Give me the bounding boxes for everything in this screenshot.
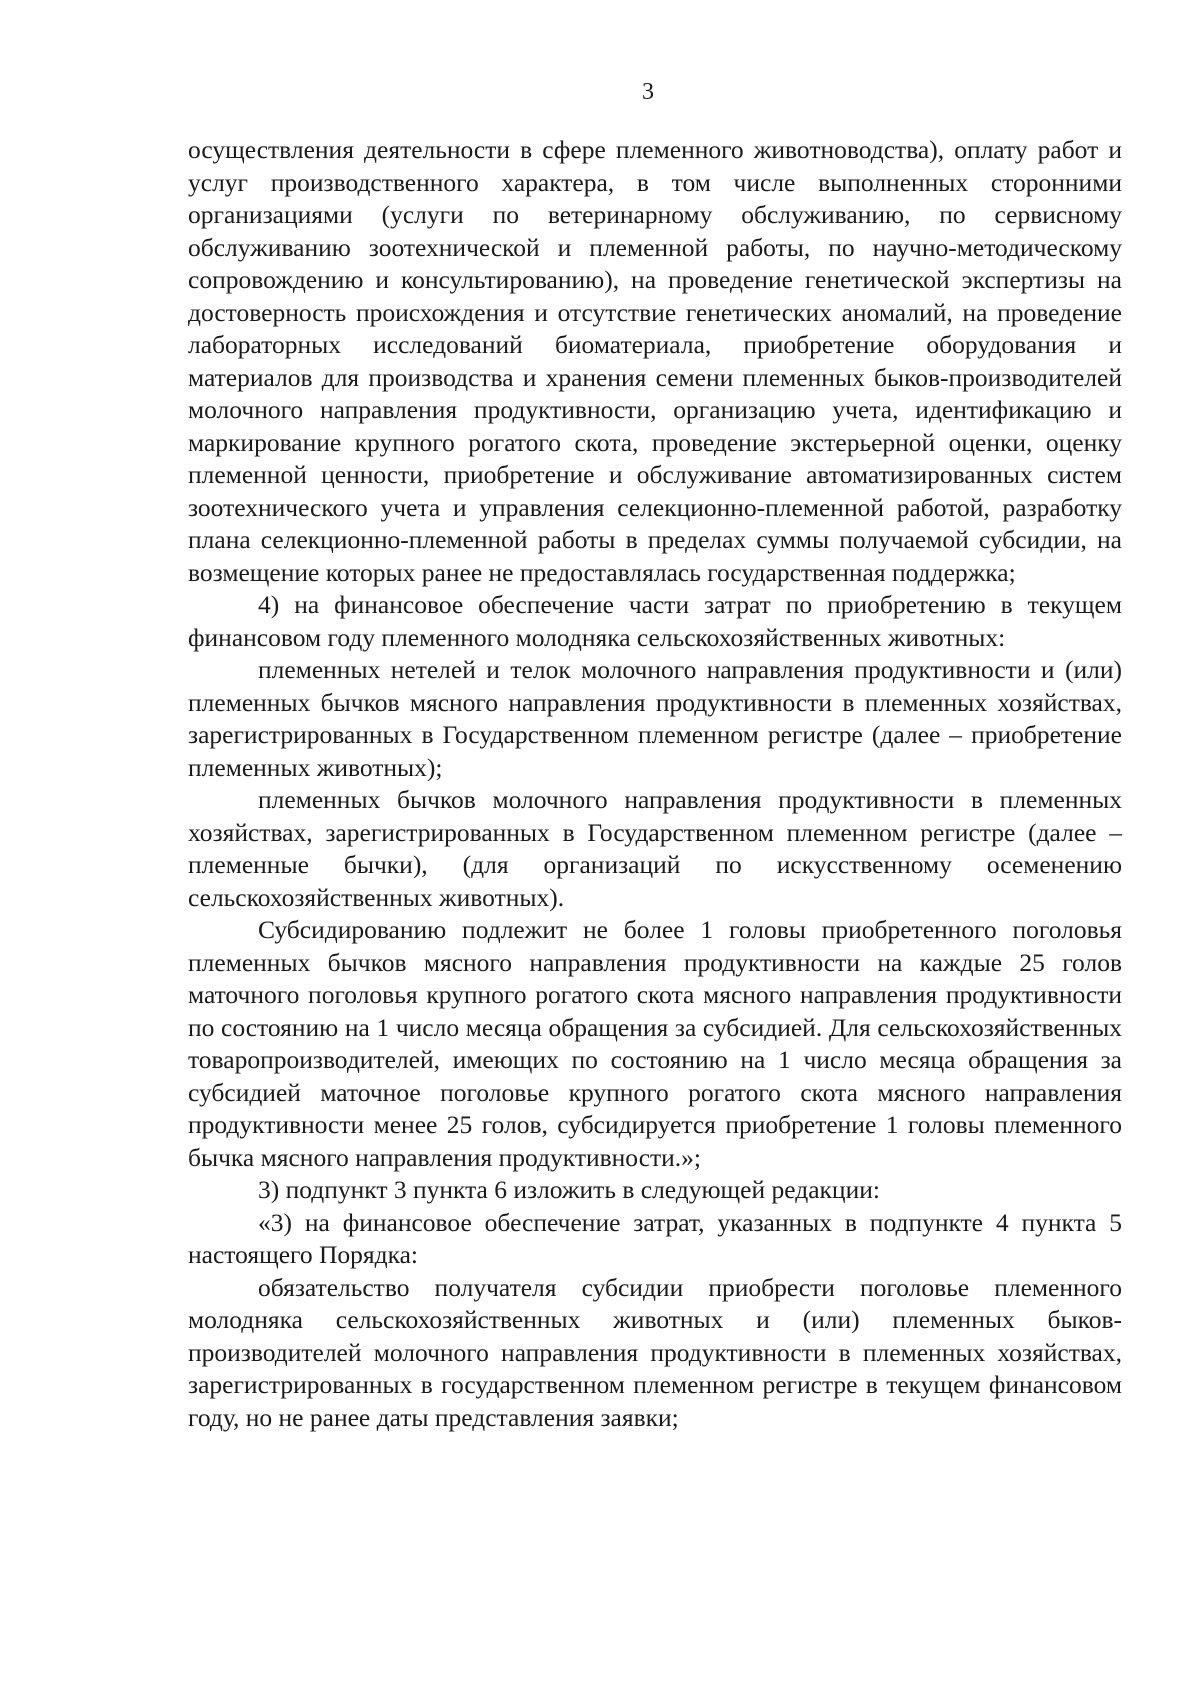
paragraph-subitem-4: 4) на финансовое обеспечение части затрат по приобретению в текущем финансовом году племенного молодняка сельскохозяйственных животных: [188, 590, 1122, 652]
document-body [188, 134, 1122, 1434]
paragraph-recipient-obligation: обязательство получателя субсидии приобрести поголовье племенного молодняка сельскохозяйственных животных и (или) племенных быков-производителей молочного направления продуктивности в племенных хозяйствах, зарегистрированных в государственном племенном регистре в текущем финансовом году, но не ранее даты представления заявки; [188, 1272, 1122, 1432]
paragraph-new-subitem-3: «3) на финансовое обеспечение затрат, указанных в подпункте 4 пункта 5 настоящего Порядка: [188, 1207, 1122, 1269]
paragraph-amendment-3: 3) подпункт 3 пункта 6 изложить в следующей редакции: [258, 1175, 880, 1204]
paragraph-subsidy-limit: Субсидированию подлежит не более 1 головы приобретенного поголовья племенных бычков мясного направления продуктивности на каждые 25 голов маточного поголовья крупного рогатого скота мясного направления продуктивности по состоянию на 1 число месяца обращения за субсидией. Для сельскохозяйственных товаропроизводителей, имеющих по состоянию на 1 число месяца обращения за субсидией маточное поголовье крупного рогатого скота мясного направления продуктивности менее 25 голов, субсидируется приобретение 1 головы племенного бычка мясного направления продуктивности.»; [188, 915, 1122, 1172]
paragraph-breeding-bulls: племенных бычков молочного направления продуктивности в племенных хозяйствах, зарегистрированных в Государственном племенном регистре (далее – племенные бычки), (для организаций по искусственному осеменению сельскохозяйственных животных). [188, 785, 1122, 912]
paragraph-expense-list: осуществления деятельности в сфере племенного животноводства), оплату работ и услуг производственного характера, в том числе выполненных сторонними организациями (услуги по ветеринарному обслуживанию, по сервисному обслуживанию зоотехнической и племенной работы, по научно-методическому сопровождению и консультированию), на проведение генетической экспертизы на достоверность происхождения и отсутствие генетических аномалий, на проведение лабораторных исследований биоматериала, приобретение оборудования и материалов для производства и хранения семени племенных быков-производителей молочного направления продуктивности, организацию учета, идентификацию и маркирование крупного рогатого скота, проведение экстерьерной оценки, оценку племенной ценности, приобретение и обслуживание автоматизированных систем зоотехнического учета и управления селекционно-племенной работой, разработку плана селекционно-племенной работы в пределах суммы получаемой субсидии, на возмещение которых ранее не предоставлялась государственная поддержка; [188, 135, 1122, 587]
page-number: 3 [642, 79, 654, 105]
paragraph-breeding-heifers: племенных нетелей и телок молочного направления продуктивности и (или) племенных бычков мясного направления продуктивности в племенных хозяйствах, зарегистрированных в Государственном племенном регистре (далее – приобретение племенных животных); [188, 655, 1122, 782]
